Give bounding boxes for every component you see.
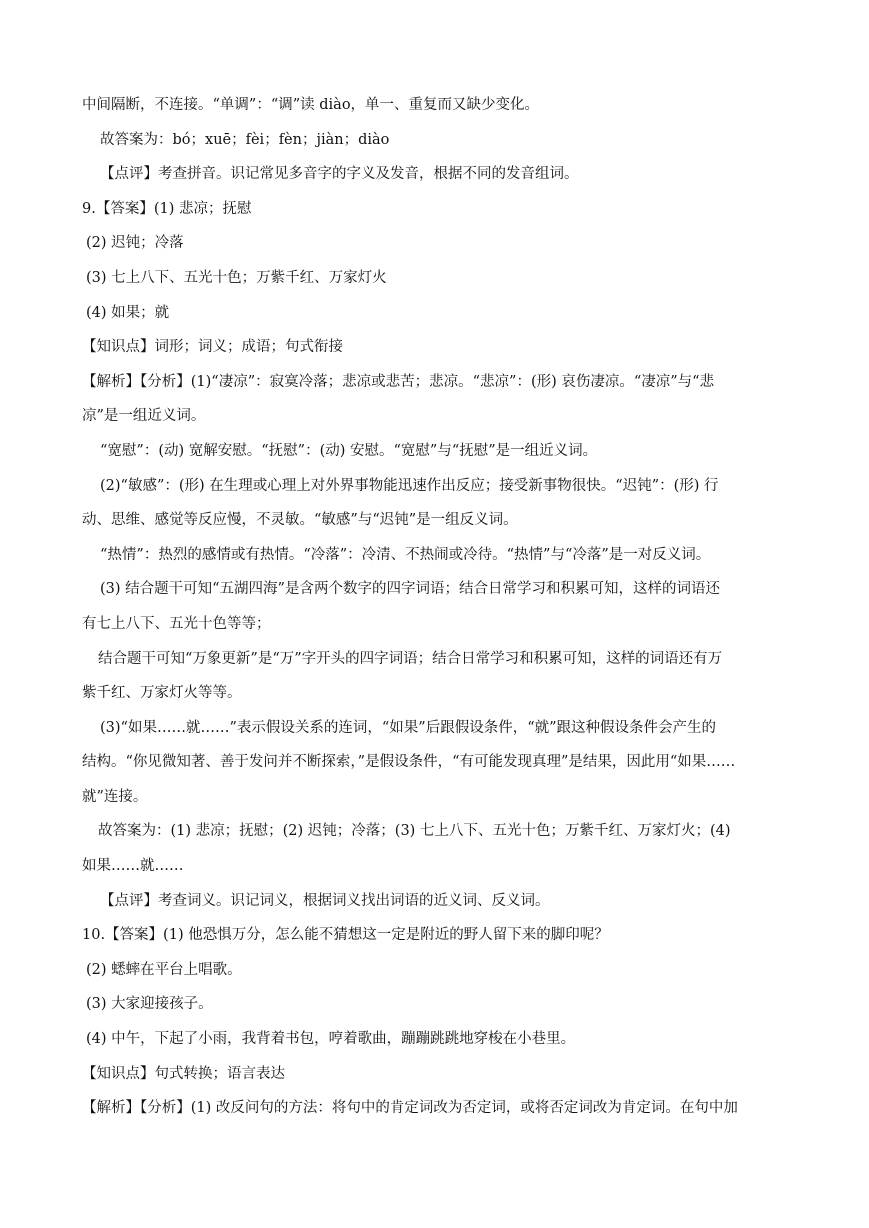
text-line: (2)“敏感”：(形) 在生理或心理上对外界事物能迅速作出反应；接受新事物很快。“迟钝”：(形) 行 [100, 477, 719, 494]
answer-item: (2) 蟋蟀在平台上唱歌。 [86, 961, 242, 978]
question-10-answer-heading: 10.【答案】(1) 他恐惧万分，怎么能不猜想这一定是附近的野人留下来的脚印呢？ [82, 927, 609, 944]
text-line: 结构。“你见微知著、善于发问并不断探索，”是假设条件，“有可能发现真理”是结果，因此用“如果…… [82, 754, 736, 771]
answer-item: (3) 大家迎接孩子。 [86, 996, 213, 1013]
comment-line: 【点评】考查词义。识记词义，根据词义找出词语的近义词、反义词。 [100, 892, 550, 909]
text-line: “热情”：热烈的感情或有热情。“冷落”：冷清、不热闹或冷待。“热情”与“冷落”是一对反义词。 [100, 546, 711, 563]
text-line: 中间隔断，不连接。“单调”：“调”读 diào，单一、重复而又缺少变化。 [82, 97, 540, 113]
knowledge-point-line: 【知识点】词形；词义；成语；句式衔接 [82, 339, 343, 356]
analysis-line: 【解析】【分析】(1)“凄凉”：寂寞冷落；悲凉或悲苦；悲凉。“悲凉”：(形) 哀伤凄凉。“凄凉”与“悲 [82, 373, 715, 390]
text-line: “宽慰”：(动) 宽解安慰。“抚慰”：(动) 安慰。“宽慰”与“抚慰”是一组近义词。 [100, 442, 598, 459]
answer-item: (2) 迟钝；冷落 [86, 235, 184, 252]
text-line: 紫千红、万家灯火等等。 [82, 685, 242, 702]
text-line: 如果……就…… [82, 858, 184, 875]
analysis-line: 【解析】【分析】(1) 改反问句的方法：将句中的肯定词改为否定词，或将否定词改为肯定词。在句中加 [82, 1100, 738, 1117]
question-9-answer-heading: 9.【答案】(1) 悲凉；抚慰 [82, 200, 252, 217]
answer-line: 故答案为：bó；xuē；fèi；fèn；jiàn；diào [100, 131, 390, 148]
text-line: 动、思维、感觉等反应慢，不灵敏。“敏感”与“迟钝”是一组反义词。 [82, 512, 518, 529]
text-line: 凉”是一组近义词。 [82, 408, 206, 425]
answer-item: (4) 中午，下起了小雨，我背着书包，哼着歌曲，蹦蹦跳跳地穿梭在小巷里。 [86, 1031, 576, 1048]
text-line: 就”连接。 [82, 788, 148, 805]
text-line: 有七上八下、五光十色等等； [82, 615, 271, 632]
answer-item: (3) 七上八下、五光十色；万紫千红、万家灯火 [86, 269, 387, 286]
text-line: (3)“如果……就……”表示假设关系的连词，“如果”后跟假设条件，“就”跟这种假设条件会产生的 [100, 719, 717, 736]
text-line: 结合题干可知“万象更新”是“万”字开头的四字词语；结合日常学习和积累可知，这样的词语还有万 [98, 650, 723, 667]
answer-line: 故答案为：(1) 悲凉；抚慰；(2) 迟钝；冷落；(3) 七上八下、五光十色；万紫千红、万家灯火；(4) [98, 823, 731, 840]
knowledge-point-line: 【知识点】句式转换；语言表达 [82, 1065, 285, 1082]
answer-item: (4) 如果；就 [86, 304, 170, 321]
comment-line: 【点评】考查拼音。识记常见多音字的字义及发音，根据不同的发音组词。 [100, 166, 579, 183]
text-line: (3) 结合题干可知“五湖四海”是含两个数字的四字词语；结合日常学习和积累可知，这样的词语还 [100, 581, 720, 598]
